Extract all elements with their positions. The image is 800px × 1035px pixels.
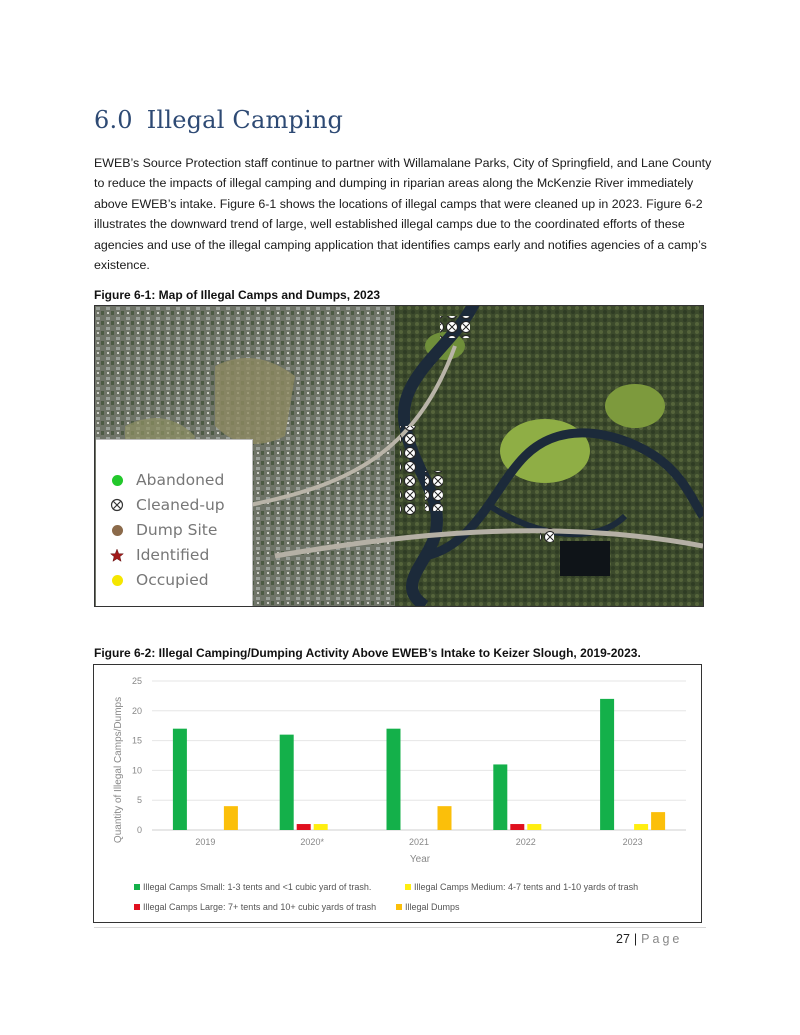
legend-item-occupied — [110, 569, 209, 591]
bar-2019-0 — [173, 729, 187, 830]
bar-2023-3 — [651, 812, 665, 830]
body-paragraph: EWEB’s Source Protection staff continue to partner with Willamalane Parks, City of Springfield, and Lane County to reduce the impacts of illegal camping and dumping in riparian areas along the McKenzie River immediately above EWEB’s intake. Figure 6-1 shows the locations of illegal camps that were cleaned up in 2023. Figure 6-2 illustrates the downward trend of large, well established illegal camps due to the coordinated efforts of these agencies and use of the illegal camping application that identifies camps early and notifies agencies of a camp’s existence. — [94, 156, 712, 273]
legend-label: Cleaned-up — [136, 496, 225, 514]
x-axis-label: Year — [409, 854, 431, 865]
legend-dumps: Illegal Dumps — [405, 902, 460, 912]
yellow-dot-icon — [110, 573, 124, 587]
legend-large: Illegal Camps Large: 7+ tents and 10+ cubic yards of trash — [143, 902, 377, 912]
page-label: Page — [641, 932, 683, 946]
y-tick-label: 10 — [131, 765, 142, 776]
y-tick-label: 5 — [136, 795, 142, 806]
legend-swatch-small — [134, 884, 140, 890]
legend-label: Abandoned — [136, 471, 225, 489]
footer-divider — [94, 927, 706, 928]
crossed-circle-icon — [110, 498, 124, 512]
y-tick-label: 0 — [136, 825, 142, 835]
bar-2021-0 — [387, 729, 401, 830]
x-tick-label: 2023 — [622, 837, 643, 847]
bar-2020*-2 — [314, 824, 328, 830]
brown-dot-icon — [110, 523, 124, 537]
figure-2-caption: Figure 6-2: Illegal Camping/Dumping Activity Above EWEB’s Intake to Keizer Slough, 2019-2023. — [94, 646, 641, 660]
green-dot-icon — [110, 473, 124, 487]
section-heading — [94, 106, 343, 134]
x-tick-label: 2021 — [408, 837, 430, 847]
bar-2022-2 — [527, 824, 541, 830]
section-title: Illegal Camping — [146, 106, 344, 134]
figure-1-caption: Figure 6-1: Map of Illegal Camps and Dumps, 2023 — [94, 288, 381, 302]
legend-label: Occupied — [136, 571, 209, 589]
legend-small: Illegal Camps Small: 1-3 tents and <1 cubic yard of trash. — [143, 882, 372, 892]
legend-swatch-dumps — [396, 904, 402, 910]
bar-2020*-1 — [297, 824, 311, 830]
page-footer — [616, 932, 682, 946]
legend-item-identified — [110, 544, 209, 566]
y-tick-label: 15 — [131, 735, 142, 746]
legend-item-cleaned-up — [110, 494, 225, 516]
legend-item-dump-site — [110, 519, 217, 541]
bar-2023-2 — [634, 824, 648, 830]
legend-swatch-large — [134, 904, 140, 910]
x-tick-label: 2022 — [515, 837, 536, 847]
legend-label: Identified — [136, 546, 210, 564]
legend-medium: Illegal Camps Medium: 4-7 tents and 1-10 yards of trash — [414, 882, 639, 892]
y-tick-label: 25 — [131, 676, 142, 686]
legend-label: Dump Site — [136, 521, 218, 539]
legend-swatch-medium — [405, 884, 411, 890]
bar-2020*-0 — [280, 735, 294, 830]
y-axis-label: Quantity of Illegal Camps/Dumps — [113, 696, 124, 844]
page-number: 27 — [616, 932, 630, 946]
bar-2021-3 — [438, 806, 452, 830]
page-separator: | — [633, 932, 638, 946]
bar-2023-0 — [600, 699, 614, 830]
x-tick-label: 2020* — [300, 837, 324, 847]
y-tick-label: 20 — [131, 705, 142, 716]
section-number: 6.0 — [94, 106, 133, 134]
bar-2019-3 — [224, 806, 238, 830]
bar-2022-1 — [510, 824, 524, 830]
bar-2022-0 — [493, 764, 507, 830]
x-tick-label: 2019 — [195, 837, 216, 847]
bar-chart — [93, 664, 702, 923]
red-star-icon — [110, 548, 124, 562]
chart-svg — [94, 665, 701, 922]
map-legend — [96, 439, 253, 606]
legend-item-abandoned — [110, 469, 224, 491]
